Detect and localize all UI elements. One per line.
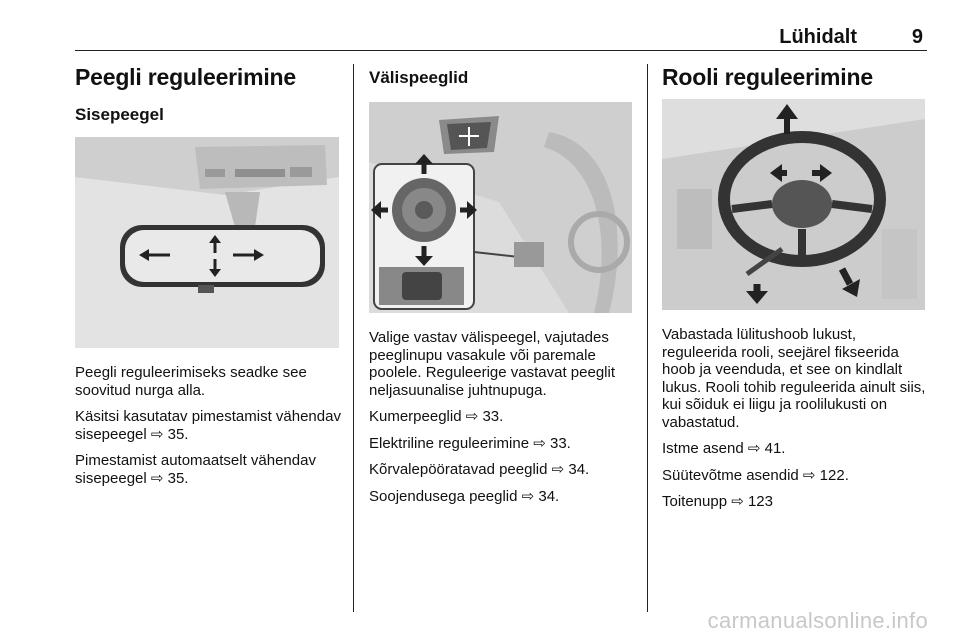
- column-middle: [369, 58, 635, 514]
- column-right: [662, 58, 928, 520]
- interior-mirror-illustration: [75, 137, 339, 348]
- subheading-interior-mirror: Sisepeegel: [75, 105, 164, 124]
- steering-wheel-illustration: [662, 99, 925, 310]
- paragraph: Soojendusega peeglid ⇨ 34.: [369, 487, 560, 505]
- paragraph: Süütevõtme asendid ⇨ 122.: [662, 466, 849, 484]
- section-heading-steering: Rooli reguleerimine: [662, 64, 873, 90]
- column-left: [75, 58, 343, 496]
- paragraph: Pimestamist automaatselt vähendav sisepeegel ⇨ 35.: [75, 452, 316, 487]
- paragraph: Kõrvalepööratavad peeglid ⇨ 34.: [369, 461, 590, 478]
- paragraph: Toitenupp ⇨ 123: [662, 493, 773, 510]
- column-divider-1: [353, 64, 354, 612]
- paragraph: Peegli reguleerimiseks seadke see soovitud nurga alla.: [75, 364, 307, 399]
- paragraph: Kumerpeeglid ⇨ 33.: [369, 408, 504, 425]
- header-title: Lühidalt: [779, 26, 857, 48]
- paragraph: Istme asend ⇨ 41.: [662, 440, 786, 457]
- watermark: carmanualsonline.info: [707, 608, 928, 633]
- paragraph: Käsitsi kasutatav pimestamist vähendav sisepeegel ⇨ 35.: [75, 408, 341, 443]
- paragraph: Elektriline reguleerimine ⇨ 33.: [369, 434, 571, 452]
- subheading-exterior-mirrors: Välispeeglid: [369, 68, 469, 87]
- page-number: 9: [911, 26, 923, 48]
- paragraph: Valige vastav välispeegel, vajutades peeglinupu vasakule või paremale poolele. Reguleerige vastavat peeglit neljasuunalise juhtnupuga.: [369, 329, 615, 399]
- header-divider: [75, 50, 927, 51]
- section-heading-mirror: Peegli reguleerimine: [75, 64, 296, 90]
- paragraph: Vabastada lülitushoob lukust, reguleerida rooli, seejärel fikseerida hoob ja veenduda, et see on kindlalt lukus. Rooli tohib reguleerida ainult siis, kui sõiduk ei liigu ja roolilukusti on vabastatud.: [662, 326, 926, 431]
- page-header: [75, 26, 927, 50]
- exterior-mirror-control-illustration: [369, 102, 632, 313]
- column-divider-2: [647, 64, 648, 612]
